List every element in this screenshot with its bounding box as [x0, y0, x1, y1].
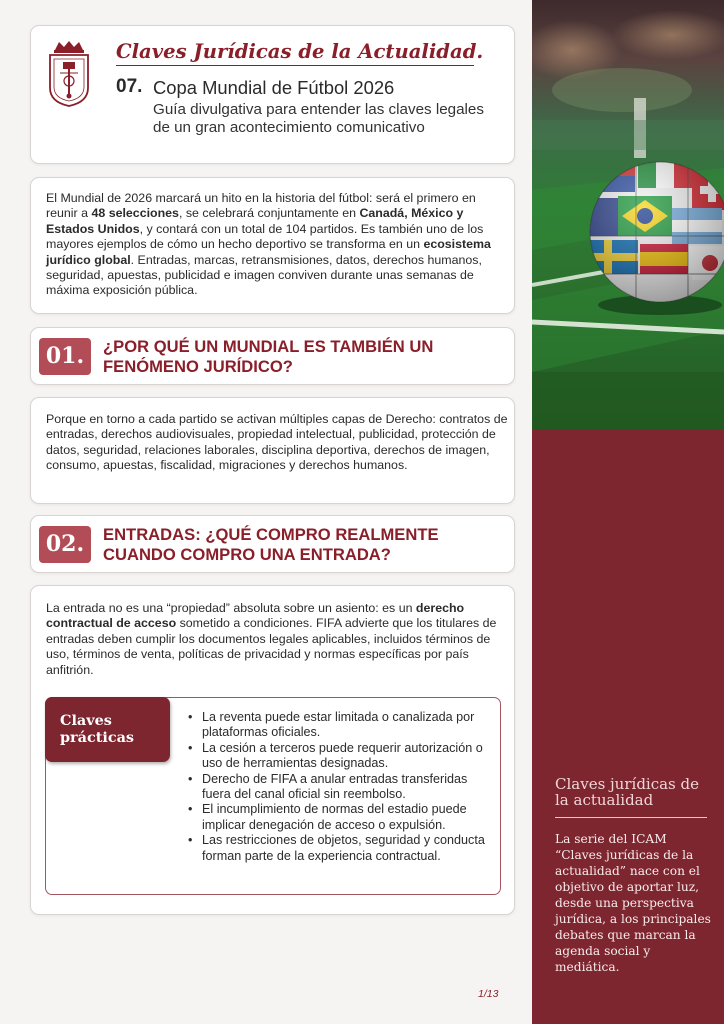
hero-image [532, 0, 724, 430]
section-01-header [30, 327, 515, 385]
right-column [532, 0, 724, 1024]
section-02-paragraph: La entrada no es una “propiedad” absoluta sobre un asiento: es un derecho contractual de acceso sometido a condiciones. FIFA advierte que los titulares de entradas deben cumplir los documentos legales aplicables, incluidos términos de uso, términos de venta, políticas de privacidad y normas específicas por país anfitrión. [46, 601, 497, 677]
section-title: ¿POR QUÉ UN MUNDIAL ES TAMBIÉN UN FENÓMENO JURÍDICO? [103, 337, 434, 376]
list-item: • La reventa puede estar limitada o canalizada por plataformas oficiales. [188, 710, 475, 740]
list-item: • Las restricciones de objetos, seguridad y conducta forman parte de la experiencia contractual. [188, 833, 485, 863]
list-item: • La cesión a terceros puede requerir autorización o uso de herramientas designadas. [188, 740, 483, 771]
sidebar-panel [532, 430, 724, 1024]
header-card [30, 25, 515, 164]
document-subtitle: Guía divulgativa para entender las claves legales de un gran acontecimiento comunicativo [153, 101, 484, 136]
series-title-underline [116, 65, 474, 66]
series-title: Claves Jurídicas de la Actualidad. [116, 40, 484, 63]
document-title: Copa Mundial de Fútbol 2026 [153, 77, 395, 98]
bullet-icon: • [188, 833, 193, 848]
bullet-icon: • [188, 740, 193, 755]
section-02-body [30, 585, 515, 915]
icam-crest-icon [47, 40, 91, 108]
sidebar-divider [555, 817, 707, 818]
list-item: • Derecho de FIFA a anular entradas transferidas fuera del canal oficial sin reembolso. [188, 771, 468, 802]
intro-card [30, 177, 515, 314]
intro-paragraph: El Mundial de 2026 marcará un hito en la historia del fútbol: será el primero en reunir a 48 selecciones, se celebrará conjuntamente en Canadá, México y Estados Unidos, y contará con un total de 104 partidos. Es también uno de los mayores ejemplos de cómo un hecho deportivo se transforma en un ecosistema jurídico global. Entradas, marcas, retransmisiones, datos, derechos humanos, seguridad, apuestas, publicidad e imagen conviven durante unas semanas de máxima exposición pública. [46, 191, 491, 298]
section-01-paragraph: Porque en torno a cada partido se activan múltiples capas de Derecho: contratos de entradas, derechos audiovisuales, propiedad intelectual, publicidad, protección de datos, seguridad, relaciones laborales, disciplina deportiva, derechos de imagen, consumo, apuestas, fiscalidad, migraciones y derechos humanos. [46, 412, 508, 473]
practical-keys-label: Claves prácticas [45, 697, 170, 762]
section-number-badge: 01. [39, 338, 91, 375]
soccer-ball-flags-image [532, 0, 724, 430]
section-02-header [30, 515, 515, 573]
section-title: ENTRADAS: ¿QUÉ COMPRO REALMENTE CUANDO COMPRO UNA ENTRADA? [103, 525, 439, 564]
bullet-icon: • [188, 771, 193, 786]
practical-keys-list [188, 710, 488, 864]
document-number: 07. [116, 76, 143, 97]
section-number-badge: 02. [39, 526, 91, 563]
practical-keys-box [45, 697, 501, 895]
bullet-icon: • [188, 802, 193, 817]
bullet-icon: • [188, 710, 193, 724]
page-number: 1/13 [478, 988, 499, 1000]
sidebar-title: Claves jurídicas de la actualidad [555, 775, 700, 809]
list-item: • El incumplimiento de normas del estadio puede implicar denegación de acceso o expulsión. [188, 802, 467, 832]
sidebar-description: La serie del ICAM “Claves jurídicas de la actualidad” nace con el objetivo de aportar luz, desde una perspectiva jurídica, a los principales debates que marcan la agenda social y mediática. [555, 832, 711, 974]
section-01-body [30, 397, 515, 504]
